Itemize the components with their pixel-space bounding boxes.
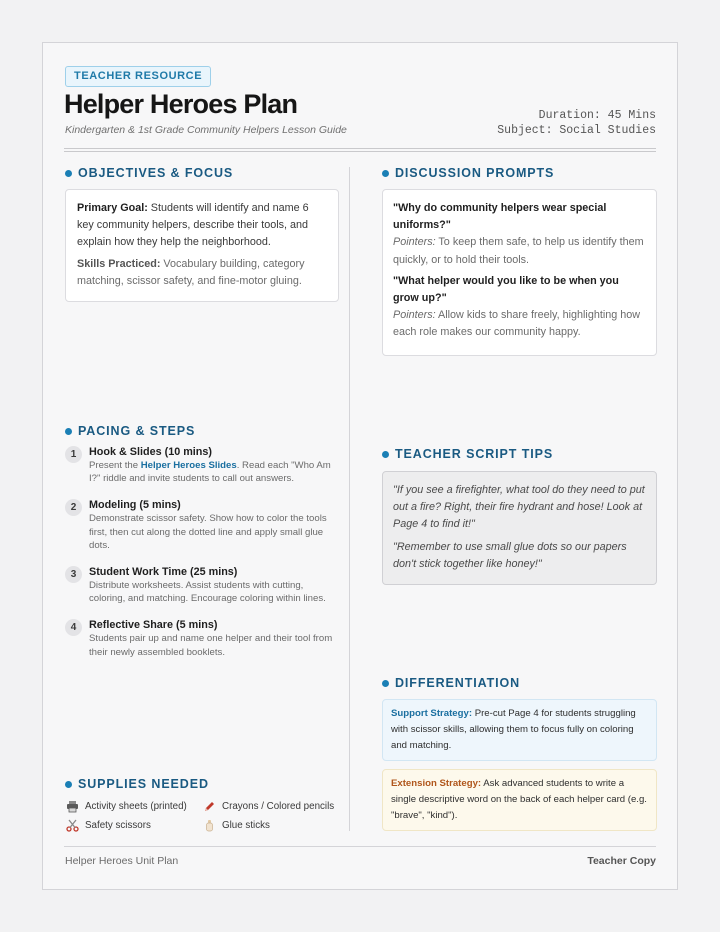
script-tips-card (382, 471, 657, 585)
subject-text: Subject: Social Studies (497, 123, 656, 137)
prompt-item (393, 200, 646, 269)
supplies-heading (65, 777, 209, 791)
scissors-icon (65, 819, 79, 833)
step-item (65, 445, 340, 485)
supply-label: Glue sticks (222, 820, 270, 831)
bullet-dot (382, 451, 389, 458)
extension-strategy-text: Ask advanced students to write a single descriptive word on the back of each helper card (e.g. "brave", "kind"). (391, 778, 647, 821)
extension-strategy-label: Extension Strategy: (391, 778, 482, 789)
step-desc-text: Present the (89, 460, 141, 471)
pointers-label: Pointers: (393, 309, 436, 322)
bullet-dot (382, 680, 389, 687)
support-strategy-label: Support Strategy: (391, 708, 473, 719)
step-number: 3 (65, 566, 82, 583)
step-title: Student Work Time (25 mins) (89, 566, 238, 579)
primary-goal-text: Students will identify and name 6 key community helpers, describe their tools, and explain how they help the neighborhood. (77, 202, 309, 249)
slides-link[interactable]: Helper Heroes Slides (140, 460, 237, 471)
step-desc-text: . Read each "Who Am I?" riddle and invite students to call out answers. (89, 460, 331, 485)
primary-goal (77, 200, 327, 252)
discussion-heading-label: DISCUSSION PROMPTS (395, 166, 555, 180)
bullet-dot (65, 428, 72, 435)
script-heading (382, 447, 553, 461)
script-tip: "If you see a firefighter, what tool do they need to put out a fire? Right, their fire hydrant and hose! Look at Page 4 to find it!" (393, 484, 645, 531)
column-divider (349, 167, 350, 831)
step-item (65, 565, 340, 605)
support-strategy-text: Pre-cut Page 4 for students struggling with scissor skills, allowing them to focus fully on coloring and matching. (391, 708, 636, 751)
footer-unit-name: Helper Heroes Unit Plan (65, 855, 179, 867)
header-divider-secondary (64, 151, 656, 152)
supply-item (202, 800, 339, 814)
crayon-icon (202, 800, 216, 814)
page-subtitle: Kindergarten & 1st Grade Community Helpers Lesson Guide (65, 124, 347, 136)
bullet-dot (65, 170, 72, 177)
support-strategy-card (382, 699, 657, 761)
supply-item (65, 819, 202, 833)
objectives-heading-label: OBJECTIVES & FOCUS (78, 166, 234, 180)
step-description: Demonstrate scissor safety. Show how to color the tools first, then cut along the dotted line and apply small glue dots. (89, 513, 327, 551)
step-title: Hook & Slides (10 mins) (89, 446, 212, 458)
step-description: Students pair up and name one helper and their tool from their newly assembled booklets. (89, 633, 333, 658)
step-item (65, 618, 340, 658)
bullet-dot (65, 781, 72, 788)
script-tip: "Remember to use small glue dots so our papers don't stick together like honey!" (393, 540, 627, 570)
step-number: 2 (65, 499, 82, 516)
skills-text: Vocabulary building, category matching, scissor safety, and fine-motor gluing. (77, 257, 305, 287)
supply-label: Crayons / Colored pencils (222, 801, 335, 812)
step-number: 1 (65, 446, 82, 463)
printer-icon (65, 800, 79, 814)
bullet-dot (382, 170, 389, 177)
supply-item (65, 800, 202, 814)
supply-item (202, 819, 339, 833)
lesson-meta (497, 109, 656, 138)
step-number: 4 (65, 619, 82, 636)
footer-copy-label: Teacher Copy (587, 855, 656, 867)
pacing-steps (65, 445, 340, 672)
supplies-row (65, 797, 341, 816)
skills-practiced (77, 256, 327, 290)
prompt-pointers (393, 307, 646, 341)
supplies-list (65, 797, 341, 835)
prompt-question: "What helper would you like to be when you grow up?" (393, 274, 619, 305)
step-description (89, 459, 340, 485)
pointers-text: Allow kids to share freely, highlighting how each role makes our community happy. (393, 309, 641, 339)
step-title: Reflective Share (5 mins) (89, 619, 218, 632)
step-item (65, 498, 340, 552)
header-divider (64, 148, 656, 149)
pacing-heading (65, 424, 195, 438)
footer-divider (64, 846, 656, 847)
prompt-item (393, 273, 646, 342)
step-title: Modeling (5 mins) (89, 499, 181, 512)
resource-badge: TEACHER RESOURCE (65, 66, 211, 87)
differentiation-heading (382, 676, 520, 690)
duration-text: Duration: 45 Mins (538, 109, 656, 122)
prompt-pointers (393, 234, 646, 268)
glue-stick-icon (202, 819, 216, 833)
extension-strategy-card (382, 769, 657, 831)
step-description: Distribute worksheets. Assist students with cutting, coloring, and matching. Encourage coloring within lines. (89, 580, 326, 605)
supplies-heading-label: SUPPLIES NEEDED (78, 777, 209, 791)
objectives-card (65, 189, 339, 302)
discussion-heading (382, 166, 554, 180)
pacing-heading-label: PACING & STEPS (78, 424, 196, 438)
lesson-plan-sheet (42, 42, 678, 890)
supply-label: Safety scissors (85, 820, 151, 831)
objectives-heading (65, 166, 233, 180)
skills-label: Skills Practiced: (77, 257, 161, 270)
prompt-question: "Why do community helpers wear special uniforms?" (393, 202, 607, 232)
primary-goal-label: Primary Goal: (77, 202, 148, 214)
pointers-label: Pointers: (393, 236, 436, 249)
differentiation-heading-label: DIFFERENTIATION (395, 676, 521, 690)
page-title: Helper Heroes Plan (64, 89, 298, 119)
supply-label: Activity sheets (printed) (85, 801, 187, 812)
script-heading-label: TEACHER SCRIPT TIPS (395, 447, 554, 461)
discussion-card (382, 189, 657, 356)
pointers-text: To keep them safe, to help us identify them quickly, or to hold their tools. (393, 236, 644, 266)
supplies-row (65, 816, 341, 835)
